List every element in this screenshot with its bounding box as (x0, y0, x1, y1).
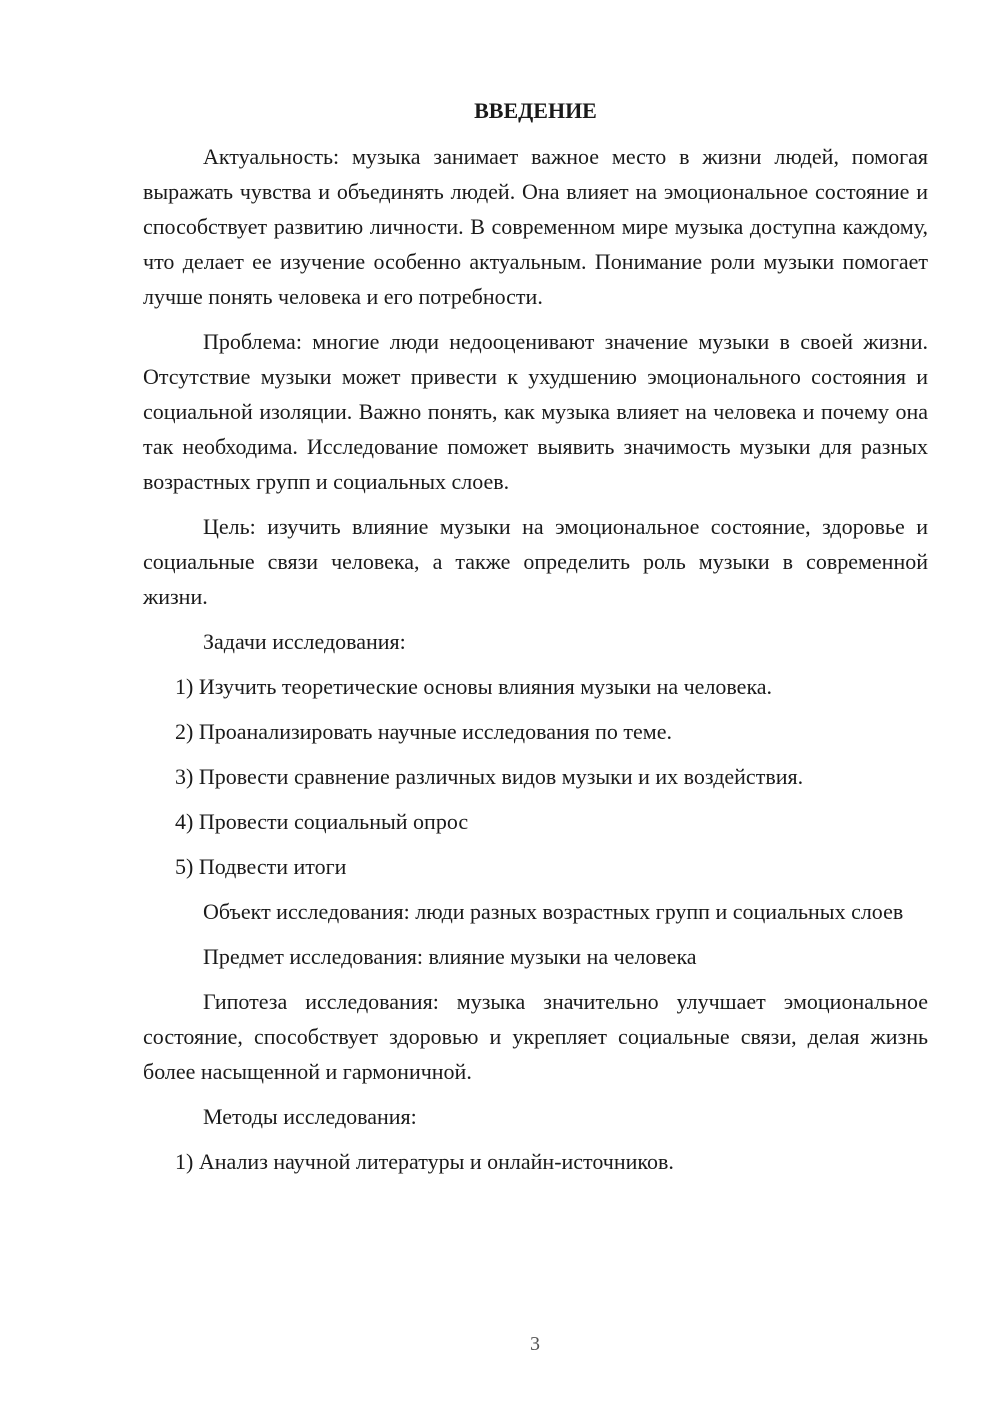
task-item: 4) Провести социальный опрос (175, 809, 469, 834)
subject-paragraph: Предмет исследования: влияние музыки на человека (203, 944, 697, 969)
page-title: ВВЕДЕНИЕ (474, 98, 597, 123)
task-item: 2) Проанализировать научные исследования по теме. (175, 719, 672, 744)
page-number: 3 (530, 1333, 540, 1355)
methods-heading: Методы исследования: (203, 1104, 417, 1129)
hypothesis-paragraph: Гипотеза исследования: музыка значительно улучшает эмоциональное состояние, способствует здоровью и укрепляет социальные связи, делая жизнь более насыщенной и гармоничной. (143, 989, 928, 1084)
task-item: 5) Подвести итоги (175, 854, 347, 879)
page-content (143, 95, 928, 1189)
method-item: 1) Анализ научной литературы и онлайн-источников. (175, 1149, 674, 1174)
problem-paragraph: Проблема: многие люди недооценивают значение музыки в своей жизни. Отсутствие музыки может привести к ухудшению эмоционального состояния и социальной изоляции. Важно понять, как музыка влияет на человека и почему она так необходима. Исследование поможет выявить значимость музыки для разных возрастных групп и социальных слоев. (143, 329, 928, 494)
relevance-paragraph: Актуальность: музыка занимает важное место в жизни людей, помогая выражать чувства и объединять людей. Она влияет на эмоциональное состояние и способствует развитию личности. В современном мире музыка доступна каждому, что делает ее изучение особенно актуальным. Понимание роли музыки помогает лучше понять человека и его потребности. (143, 144, 928, 309)
tasks-heading: Задачи исследования: (203, 629, 406, 654)
object-paragraph: Объект исследования: люди разных возрастных групп и социальных слоев (203, 899, 904, 924)
task-item: 1) Изучить теоретические основы влияния музыки на человека. (175, 674, 773, 699)
task-item: 3) Провести сравнение различных видов музыки и их воздействия. (175, 764, 804, 789)
goal-paragraph: Цель: изучить влияние музыки на эмоциональное состояние, здоровье и социальные связи человека, а также определить роль музыки в современной жизни. (143, 514, 928, 609)
